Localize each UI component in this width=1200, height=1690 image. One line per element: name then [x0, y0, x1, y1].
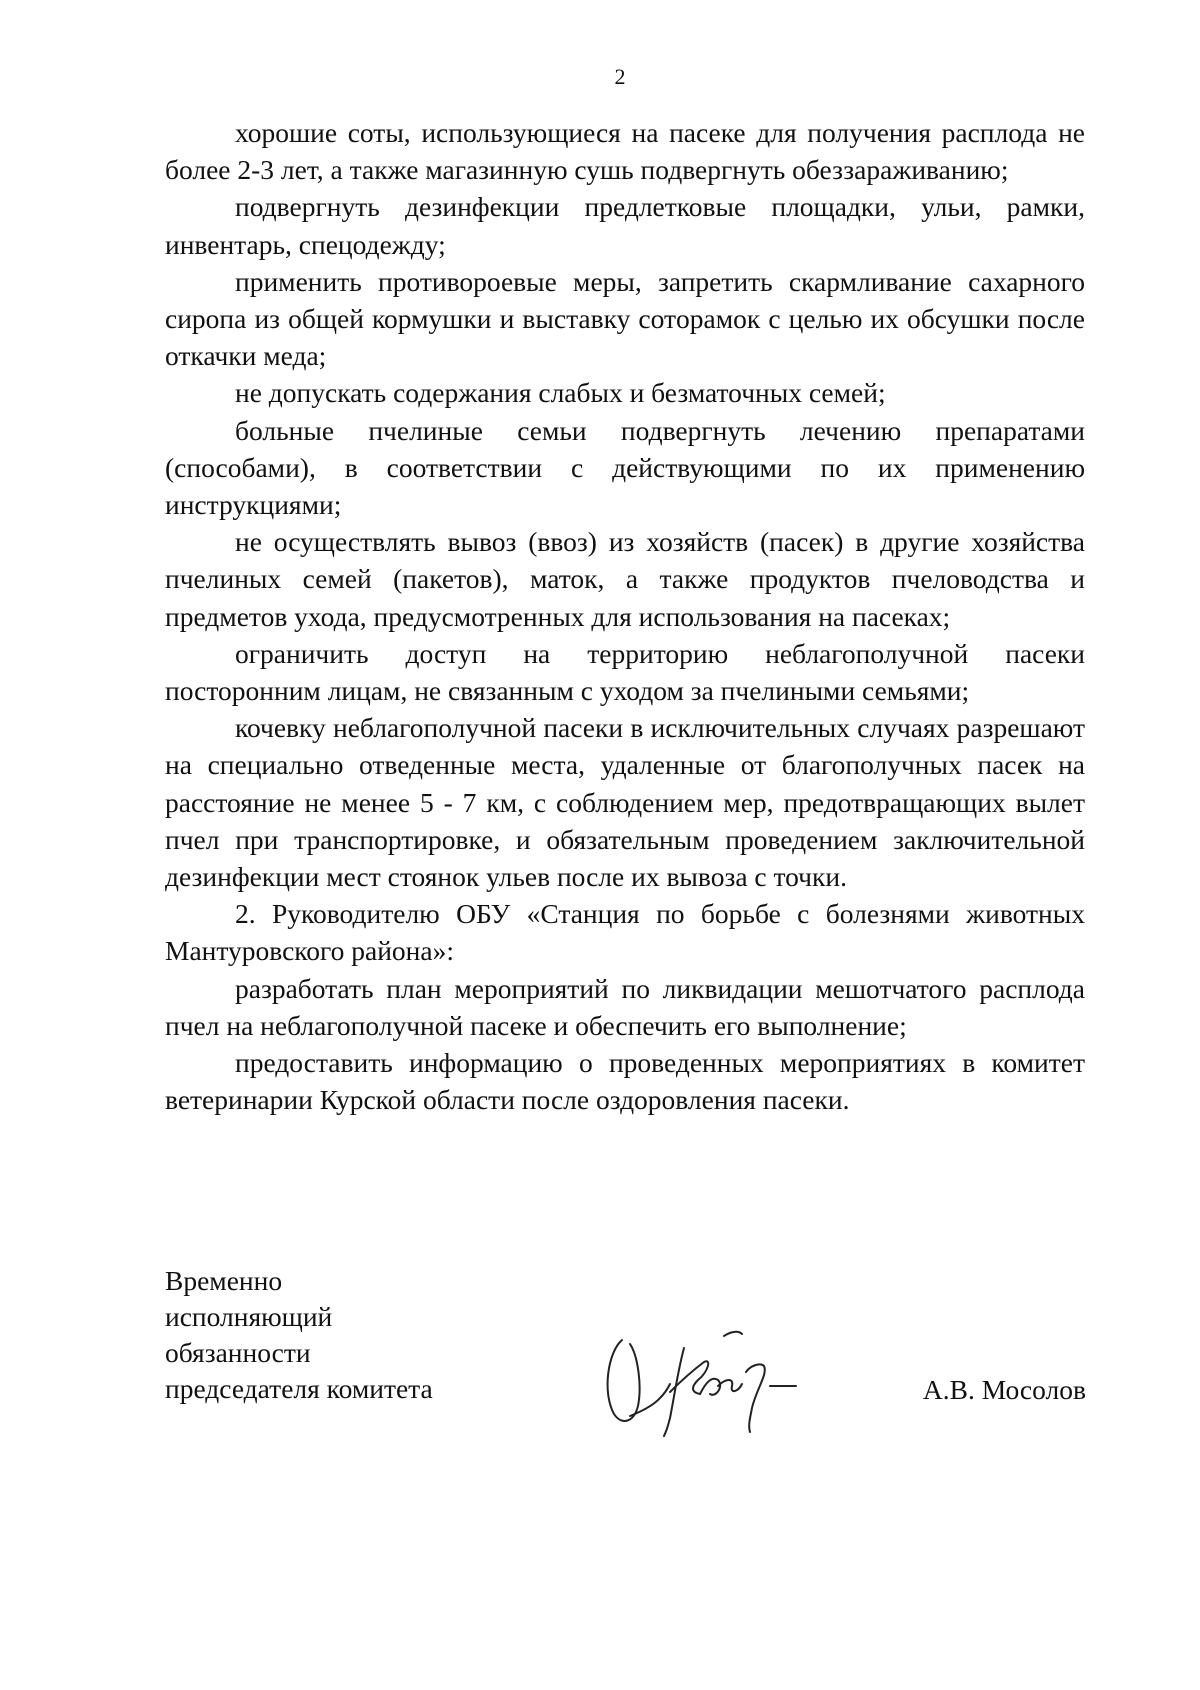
paragraph-disinfect-equipment: подвергнуть дезинфекции предлетковые площадки, ульи, рамки, инвентарь, спецодежду; [165, 191, 1085, 260]
position-line: обязанности [165, 1337, 311, 1368]
paragraph-sterilize-combs: хорошие соты, использующиеся на пасеке для получения расплода не более 2-3 лет, а также магазинную сушь подвергнуть обеззараживанию; [165, 117, 1085, 186]
handwritten-signature [600, 1322, 825, 1437]
paragraph-access-restriction: ограничить доступ на территорию неблагополучной пасеки посторонним лицам, не связанным с уходом за пчелиными семьями; [165, 637, 1085, 707]
paragraph-item-2-heading: 2. Руководителю ОБУ «Станция по борьбе с болезнями животных Мантуровского района»: [165, 898, 1085, 967]
paragraph-weak-colonies: не допускать содержания слабых и безматочных семей; [235, 377, 886, 409]
position-line: председателя комитета [165, 1373, 433, 1404]
paragraph-liquidation-plan: разработать план мероприятий по ликвидации мешотчатого расплода пчел на неблагополучной пасеке и обеспечить его выполнение; [165, 972, 1085, 1041]
paragraph-report-info: предоставить информацию о проведенных мероприятиях в комитет ветеринарии Курской области после оздоровления пасеки. [165, 1047, 1085, 1116]
position-line: исполняющий [165, 1301, 333, 1332]
paragraph-treatment: больные пчелиные семьи подвергнуть лечению препаратами (способами), в соответствии с действующими по их применению инструкциями; [165, 414, 1085, 521]
paragraph-migration-rules: кочевку неблагополучной пасеки в исключительных случаях разрешают на специально отведенные места, удаленные от благополучных пасек на расстояние не менее 5 - 7 км, с соблюдением мер, предотвращающих вылет пчел при транспортировке, и обязательным проведением заключительной дезинфекции мест стоянок ульев после их вывоза с точки. [165, 712, 1085, 893]
signer-name: А.В. Мосолов [922, 1374, 1086, 1405]
document-body [165, 114, 1085, 1118]
signatory-position [165, 1263, 433, 1407]
page-number: 2 [614, 64, 626, 89]
paragraph-anti-swarm-measures: применить противороевые меры, запретить скармливание сахарного сиропа из общей кормушки и выставку сотoрамок с целью их обсушки после откачки меда; [165, 265, 1085, 372]
paragraph-transport-ban: не осуществлять вывоз (ввоз) из хозяйств (пасек) в другие хозяйства пчелиных семей (пакетов), маток, а также продуктов пчеловодства и предметов ухода, предусмотренных для использования на пасеках; [165, 526, 1085, 632]
position-line: Временно [165, 1265, 283, 1296]
